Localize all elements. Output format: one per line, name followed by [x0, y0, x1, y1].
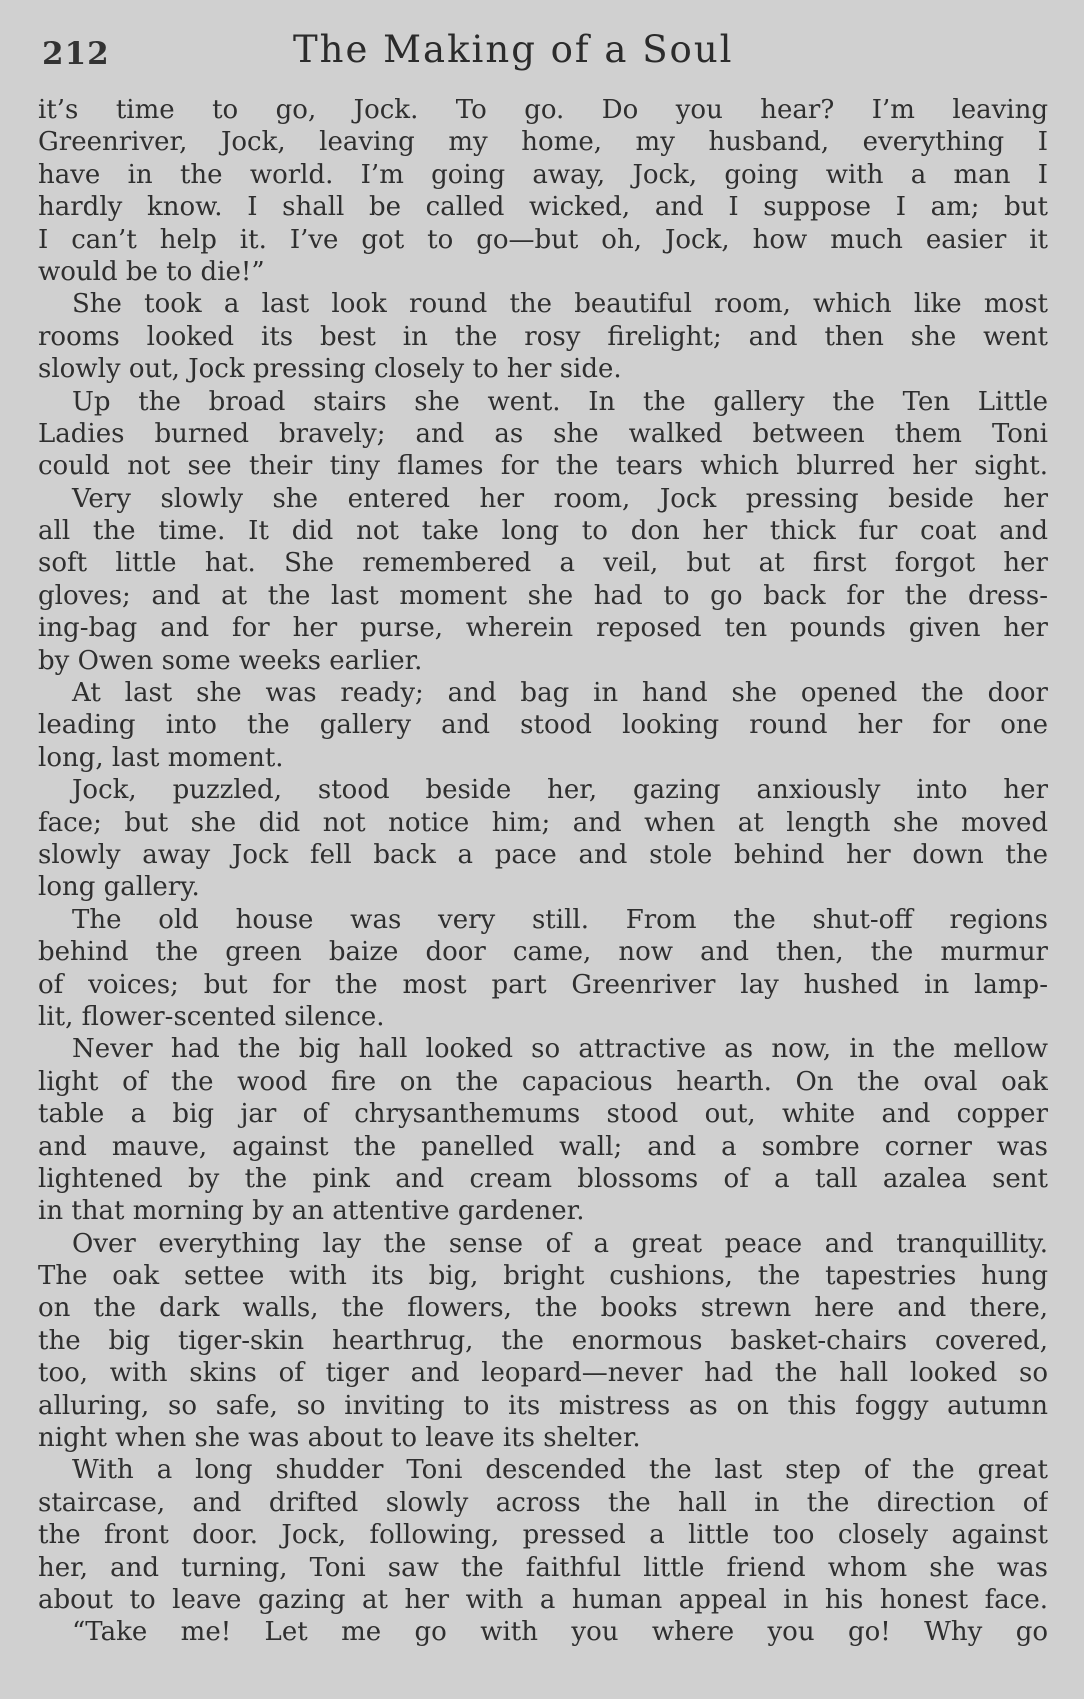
text-line: face; but she did not notice him; and when at length she moved: [38, 807, 1048, 838]
text-line: could not see their tiny flames for the tears which blurred her sight.: [38, 451, 1048, 482]
text-line: night when she was about to leave its shelter.: [38, 1423, 641, 1454]
page-number: 212: [42, 36, 110, 72]
text-line: Greenriver, Jock, leaving my home, my husband, everything I: [38, 127, 1048, 158]
running-title: The Making of a Soul: [293, 28, 734, 71]
text-line: would be to die!”: [38, 256, 265, 287]
text-line: staircase, and drifted slowly across the hall in the direction of: [38, 1487, 1048, 1518]
text-line: She took a last look round the beautiful room, which like most: [72, 289, 1048, 320]
text-line: I can’t help it. I’ve got to go—but oh, Jock, how much easier it: [38, 224, 1048, 255]
text-line: With a long shudder Toni descended the last step of the great: [72, 1455, 1048, 1486]
text-line: slowly away Jock fell back a pace and stole behind her down the: [38, 839, 1048, 870]
text-line: The old house was very still. From the shut-off regions: [72, 904, 1048, 935]
text-line: hardly know. I shall be called wicked, and I suppose I am; but: [38, 192, 1048, 223]
text-line: alluring, so safe, so inviting to its mistress as on this foggy autumn: [38, 1390, 1048, 1421]
text-line: too, with skins of tiger and leopard—never had the hall looked so: [38, 1358, 1048, 1389]
text-line: on the dark walls, the flowers, the books strewn here and there,: [38, 1293, 1048, 1324]
text-line: long, last moment.: [38, 742, 284, 773]
text-line: table a big jar of chrysanthemums stood out, white and copper: [38, 1099, 1048, 1130]
text-line: in that morning by an attentive gardener.: [38, 1196, 585, 1227]
text-line: have in the world. I’m going away, Jock, going with a man I: [38, 159, 1048, 190]
text-line: behind the green baize door came, now and then, the murmur: [38, 937, 1048, 968]
page-header: [38, 22, 1048, 82]
text-line: and mauve, against the panelled wall; and a sombre corner was: [38, 1131, 1048, 1162]
text-line: of voices; but for the most part Greenriver lay hushed in lamp-: [38, 969, 1048, 1000]
text-line: “Take me! Let me go with you where you go! Why go: [72, 1617, 1048, 1648]
text-line: all the time. It did not take long to don her thick fur coat and: [38, 516, 1048, 547]
text-line: Ladies burned bravely; and as she walked between them Toni: [38, 418, 1048, 449]
text-line: light of the wood fire on the capacious hearth. On the oval oak: [38, 1066, 1048, 1097]
text-line: Up the broad stairs she went. In the gallery the Ten Little: [72, 386, 1048, 417]
text-line: ing-bag and for her purse, wherein reposed ten pounds given her: [38, 613, 1048, 644]
text-line: lightened by the pink and cream blossoms of a tall azalea sent: [38, 1163, 1048, 1194]
text-line: lit, flower-scented silence.: [38, 1001, 385, 1032]
text-line: leading into the gallery and stood looking round her for one: [38, 710, 1048, 741]
text-line: the front door. Jock, following, pressed a little too closely against: [38, 1520, 1048, 1551]
text-line: Jock, puzzled, stood beside her, gazing anxiously into her: [72, 775, 1048, 806]
body-text: [38, 94, 1048, 1649]
text-line: her, and turning, Toni saw the faithful little friend whom she was: [38, 1552, 1048, 1583]
text-line: about to leave gazing at her with a human appeal in his honest face.: [38, 1584, 1048, 1615]
text-line: rooms looked its best in the rosy firelight; and then she went: [38, 321, 1048, 352]
text-line: gloves; and at the last moment she had to go back for the dress-: [38, 580, 1048, 611]
text-line: The oak settee with its big, bright cushions, the tapestries hung: [38, 1261, 1048, 1292]
text-line: At last she was ready; and bag in hand she opened the door: [72, 678, 1048, 709]
text-line: Very slowly she entered her room, Jock pressing beside her: [72, 483, 1048, 514]
text-line: by Owen some weeks earlier.: [38, 645, 423, 676]
text-line: it’s time to go, Jock. To go. Do you hear? I’m leaving: [38, 95, 1048, 125]
text-line: soft little hat. She remembered a veil, but at first forgot her: [38, 548, 1048, 579]
text-line: the big tiger-skin hearthrug, the enormous basket-chairs covered,: [38, 1325, 1048, 1356]
text-line: Never had the big hall looked so attractive as now, in the mellow: [72, 1034, 1048, 1065]
text-line: Over everything lay the sense of a great peace and tranquillity.: [72, 1228, 1048, 1259]
text-line: long gallery.: [38, 872, 200, 903]
text-line: slowly out, Jock pressing closely to her side.: [38, 354, 622, 385]
